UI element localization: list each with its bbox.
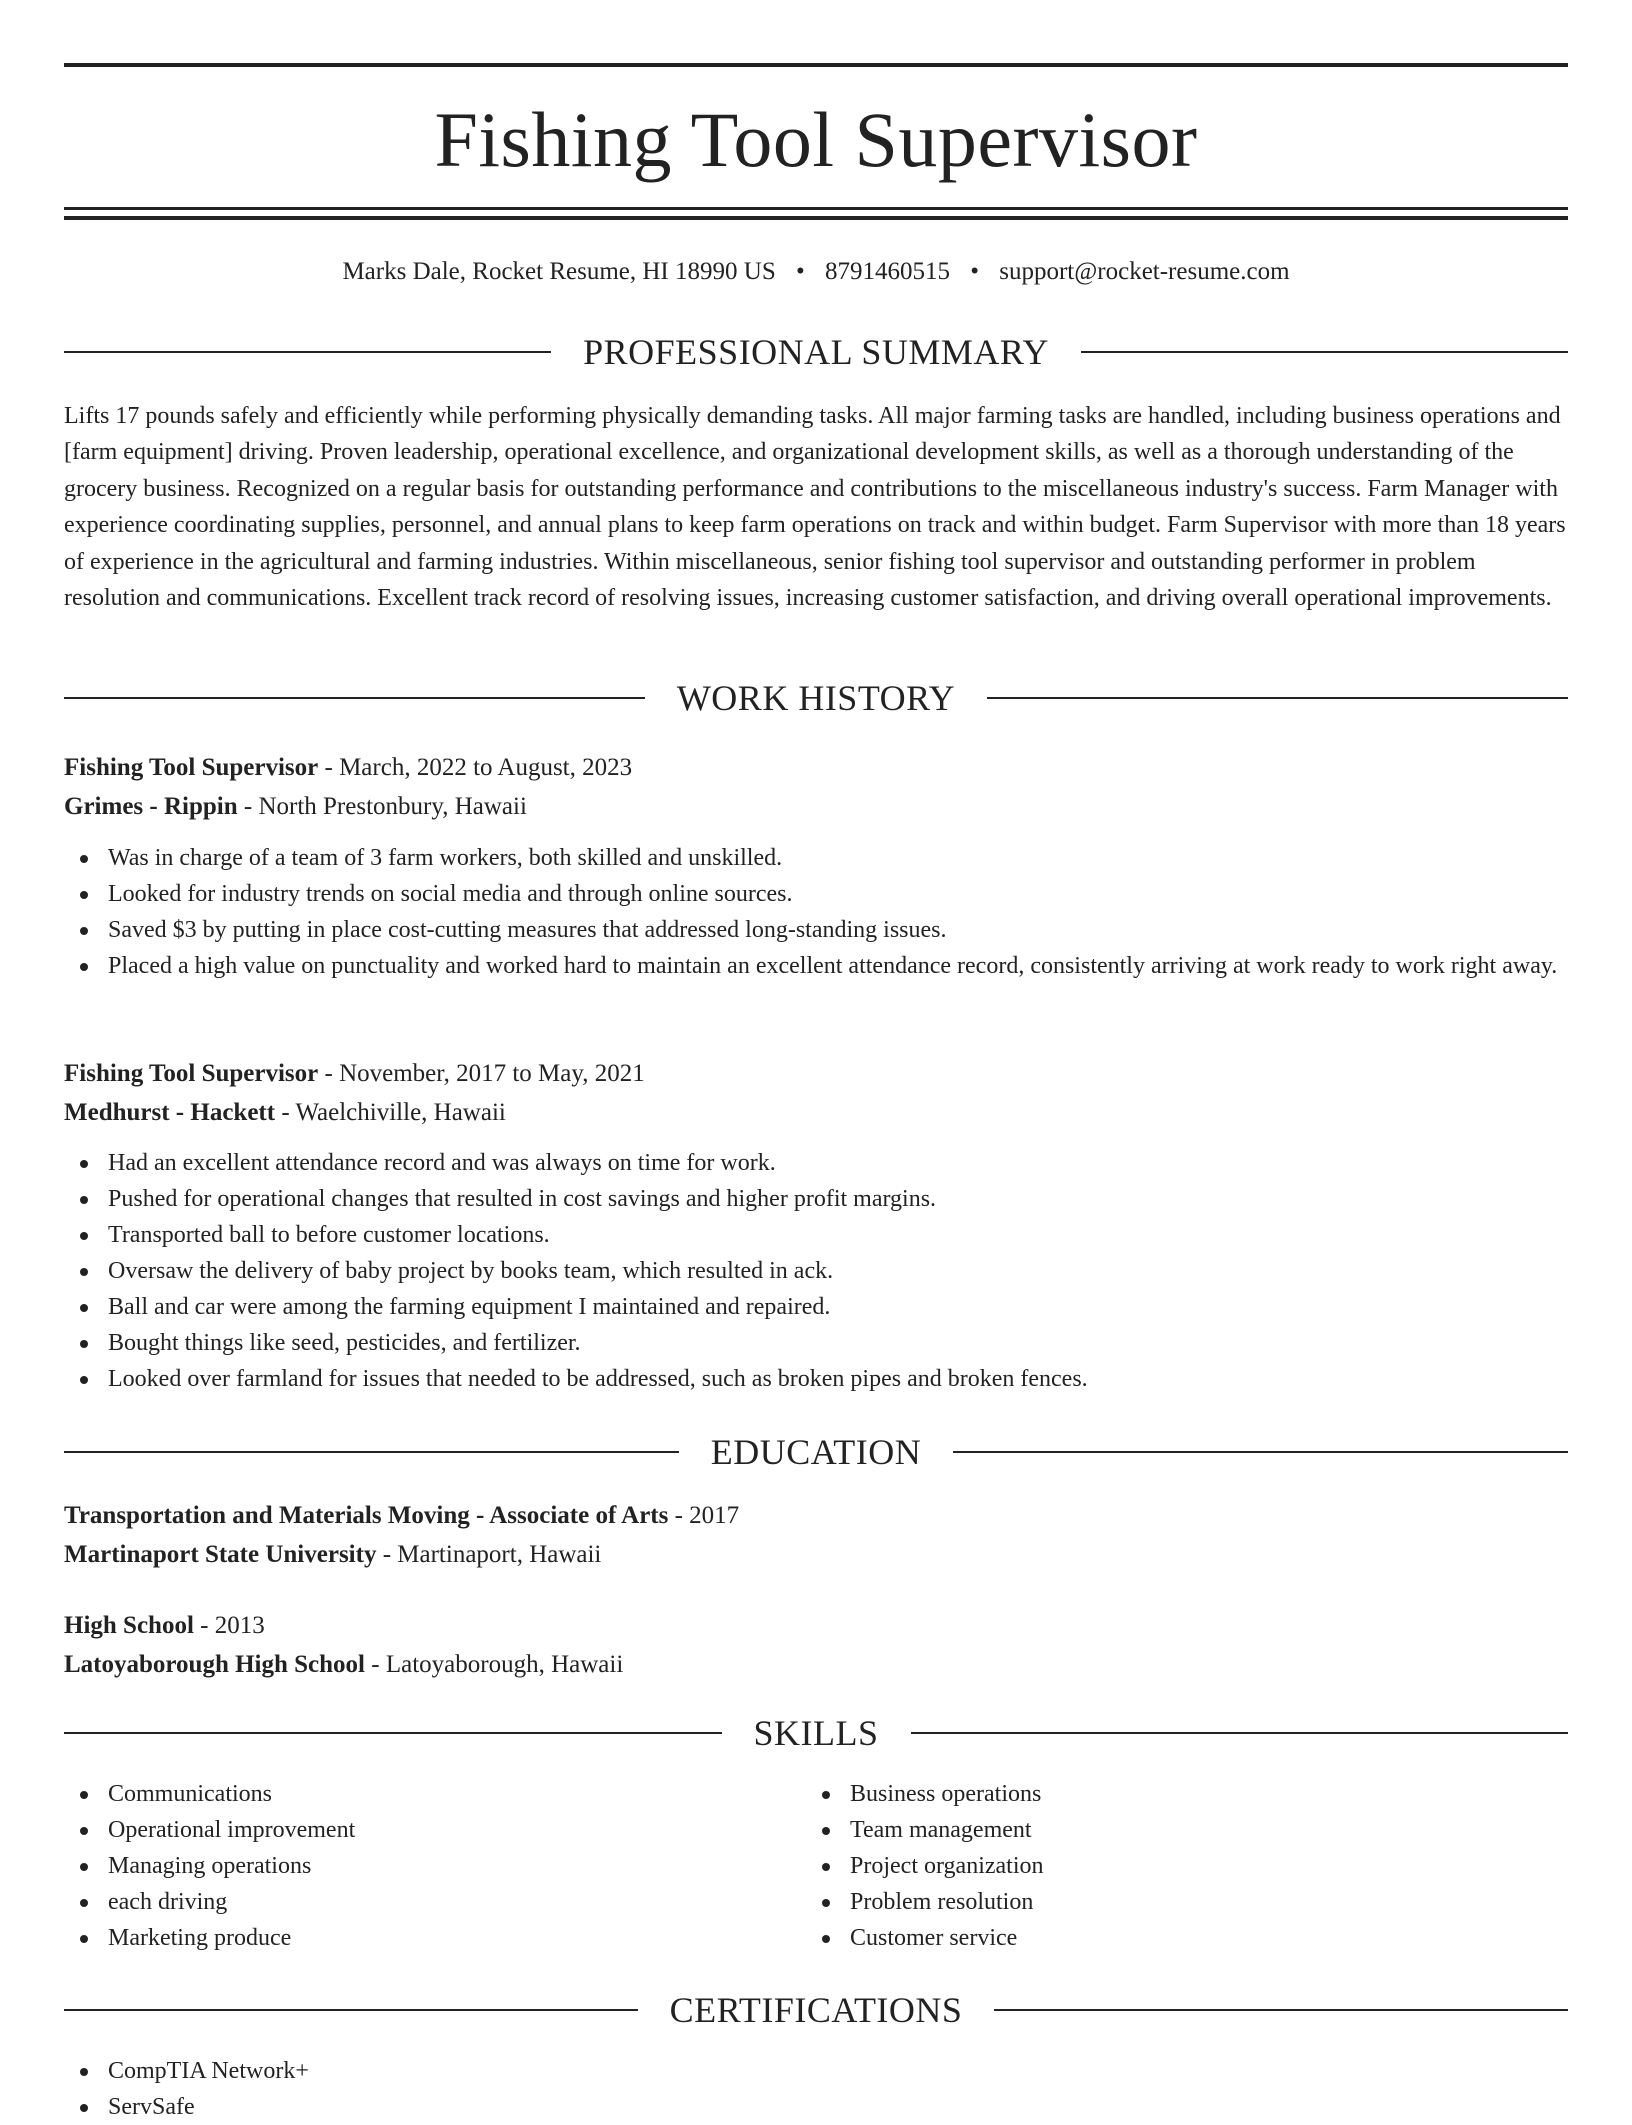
- education-degree-line: [64, 1606, 1568, 1645]
- education-school-line: [64, 1535, 1568, 1574]
- double-rule: [64, 207, 1568, 219]
- skill-item: Customer service: [806, 1920, 1506, 1956]
- list-item: Pushed for operational changes that resulted in cost savings and higher profit margins.: [64, 1181, 1568, 1217]
- education-degree-line: [64, 1496, 1568, 1535]
- work-history-heading: [64, 675, 1568, 721]
- job-location: - North Prestonbury, Hawaii: [237, 793, 527, 820]
- job-company: Medhurst - Hackett: [64, 1099, 276, 1126]
- summary-text: Lifts 17 pounds safely and efficiently while performing physically demanding tasks. All major farming tasks are handled, including business operations and [farm equipment] driving. Proven leadership, operational excellence, and organizational development skills, as well as a thorough understanding of the grocery business. Recognized on a regular basis for outstanding performance and contributions to the miscellaneous industry's success. Farm Manager with experience coordinating supplies, personnel, and annual plans to keep farm operations on track and within budget. Farm Supervisor with more than 18 years of experience in the agricultural and farming industries. Within miscellaneous, senior fishing tool supervisor and outstanding performer in problem resolution and communications. Excellent track record of resolving issues, increasing customer satisfaction, and driving overall operational improvements.: [64, 403, 1566, 612]
- resume-name: Fishing Tool Supervisor: [434, 96, 1198, 183]
- job-title: Fishing Tool Supervisor: [64, 754, 319, 781]
- list-item: Was in charge of a team of 3 farm workers, both skilled and unskilled.: [64, 840, 1568, 876]
- list-item: Placed a high value on punctuality and worked hard to maintain an excellent attendance record, consistently arriving at work ready to work right away.: [64, 948, 1568, 984]
- certifications-block: [64, 2053, 1568, 2125]
- skill-item: Managing operations: [64, 1848, 764, 1884]
- job-dates: - November, 2017 to May, 2021: [318, 1060, 645, 1087]
- contact-phone: 8791460515: [824, 258, 950, 285]
- education-entry: [64, 1606, 1568, 1684]
- education-location: - Martinaport, Hawaii: [376, 1541, 602, 1568]
- section-title: EDUCATION: [710, 1432, 922, 1472]
- contact-address: Marks Dale, Rocket Resume, HI 18990 US: [342, 258, 776, 285]
- contact-line: [64, 252, 1568, 292]
- section-title: SKILLS: [753, 1713, 879, 1753]
- education-school: Latoyaborough High School: [64, 1651, 366, 1678]
- job-location: - Waelchiville, Hawaii: [275, 1099, 506, 1126]
- list-item: Looked over farmland for issues that needed to be addressed, such as broken pipes and broken fences.: [64, 1361, 1568, 1397]
- job-entry: [64, 748, 1568, 984]
- certification-item: CompTIA Network+: [64, 2053, 1568, 2089]
- job-company-line: [64, 1093, 1568, 1132]
- summary-heading: [64, 329, 1568, 375]
- job-title-line: [64, 1054, 1568, 1093]
- skill-item: Project organization: [806, 1848, 1506, 1884]
- job-title: Fishing Tool Supervisor: [64, 1060, 319, 1087]
- list-item: Transported ball to before customer locations.: [64, 1217, 1568, 1253]
- job-company: Grimes - Rippin: [64, 793, 238, 820]
- education-degree: Transportation and Materials Moving - Associate of Arts: [64, 1502, 669, 1529]
- job-entry: [64, 1054, 1568, 1397]
- list-item: Had an excellent attendance record and was always on time for work.: [64, 1145, 1568, 1181]
- education-degree: High School: [64, 1612, 194, 1639]
- education-school: Martinaport State University: [64, 1541, 377, 1568]
- list-item: Saved $3 by putting in place cost-cutting measures that addressed long-standing issues.: [64, 912, 1568, 948]
- education-year: - 2013: [193, 1612, 265, 1639]
- skill-item: Communications: [64, 1776, 764, 1812]
- list-item: Looked for industry trends on social media and through online sources.: [64, 876, 1568, 912]
- job-title-line: [64, 748, 1568, 787]
- contact-separator: •: [795, 258, 805, 285]
- job-dates: - March, 2022 to August, 2023: [318, 754, 633, 781]
- skill-item: Business operations: [806, 1776, 1506, 1812]
- skills-heading: [64, 1710, 1568, 1756]
- certifications-list: [64, 2053, 1568, 2125]
- top-rule: [64, 63, 1568, 67]
- skill-item: Team management: [806, 1812, 1506, 1848]
- list-item: Bought things like seed, pesticides, and fertilizer.: [64, 1325, 1568, 1361]
- education-location: - Latoyaborough, Hawaii: [365, 1651, 624, 1678]
- contact-email: support@rocket-resume.com: [999, 258, 1290, 285]
- skills-list: [64, 1776, 764, 1956]
- job-bullets: [64, 1145, 1568, 1397]
- certification-item: ServSafe: [64, 2089, 1568, 2125]
- section-title: WORK HISTORY: [676, 678, 956, 718]
- skill-item: Operational improvement: [64, 1812, 764, 1848]
- skill-item: Problem resolution: [806, 1884, 1506, 1920]
- education-school-line: [64, 1645, 1568, 1684]
- certifications-heading: [64, 1987, 1568, 2033]
- section-title: CERTIFICATIONS: [669, 1990, 963, 2030]
- skill-item: each driving: [64, 1884, 764, 1920]
- list-item: Ball and car were among the farming equipment I maintained and repaired.: [64, 1289, 1568, 1325]
- skills-column-left: [64, 1776, 764, 1956]
- education-heading: [64, 1429, 1568, 1475]
- job-company-line: [64, 787, 1568, 826]
- section-title: PROFESSIONAL SUMMARY: [583, 332, 1049, 372]
- list-item: Oversaw the delivery of baby project by books team, which resulted in ack.: [64, 1253, 1568, 1289]
- contact-separator: •: [970, 258, 979, 285]
- education-year: - 2017: [668, 1502, 740, 1529]
- skills-list: [806, 1776, 1506, 1956]
- skills-column-right: [806, 1776, 1506, 1956]
- education-entry: [64, 1496, 1568, 1574]
- job-bullets: [64, 840, 1568, 984]
- skill-item: Marketing produce: [64, 1920, 764, 1956]
